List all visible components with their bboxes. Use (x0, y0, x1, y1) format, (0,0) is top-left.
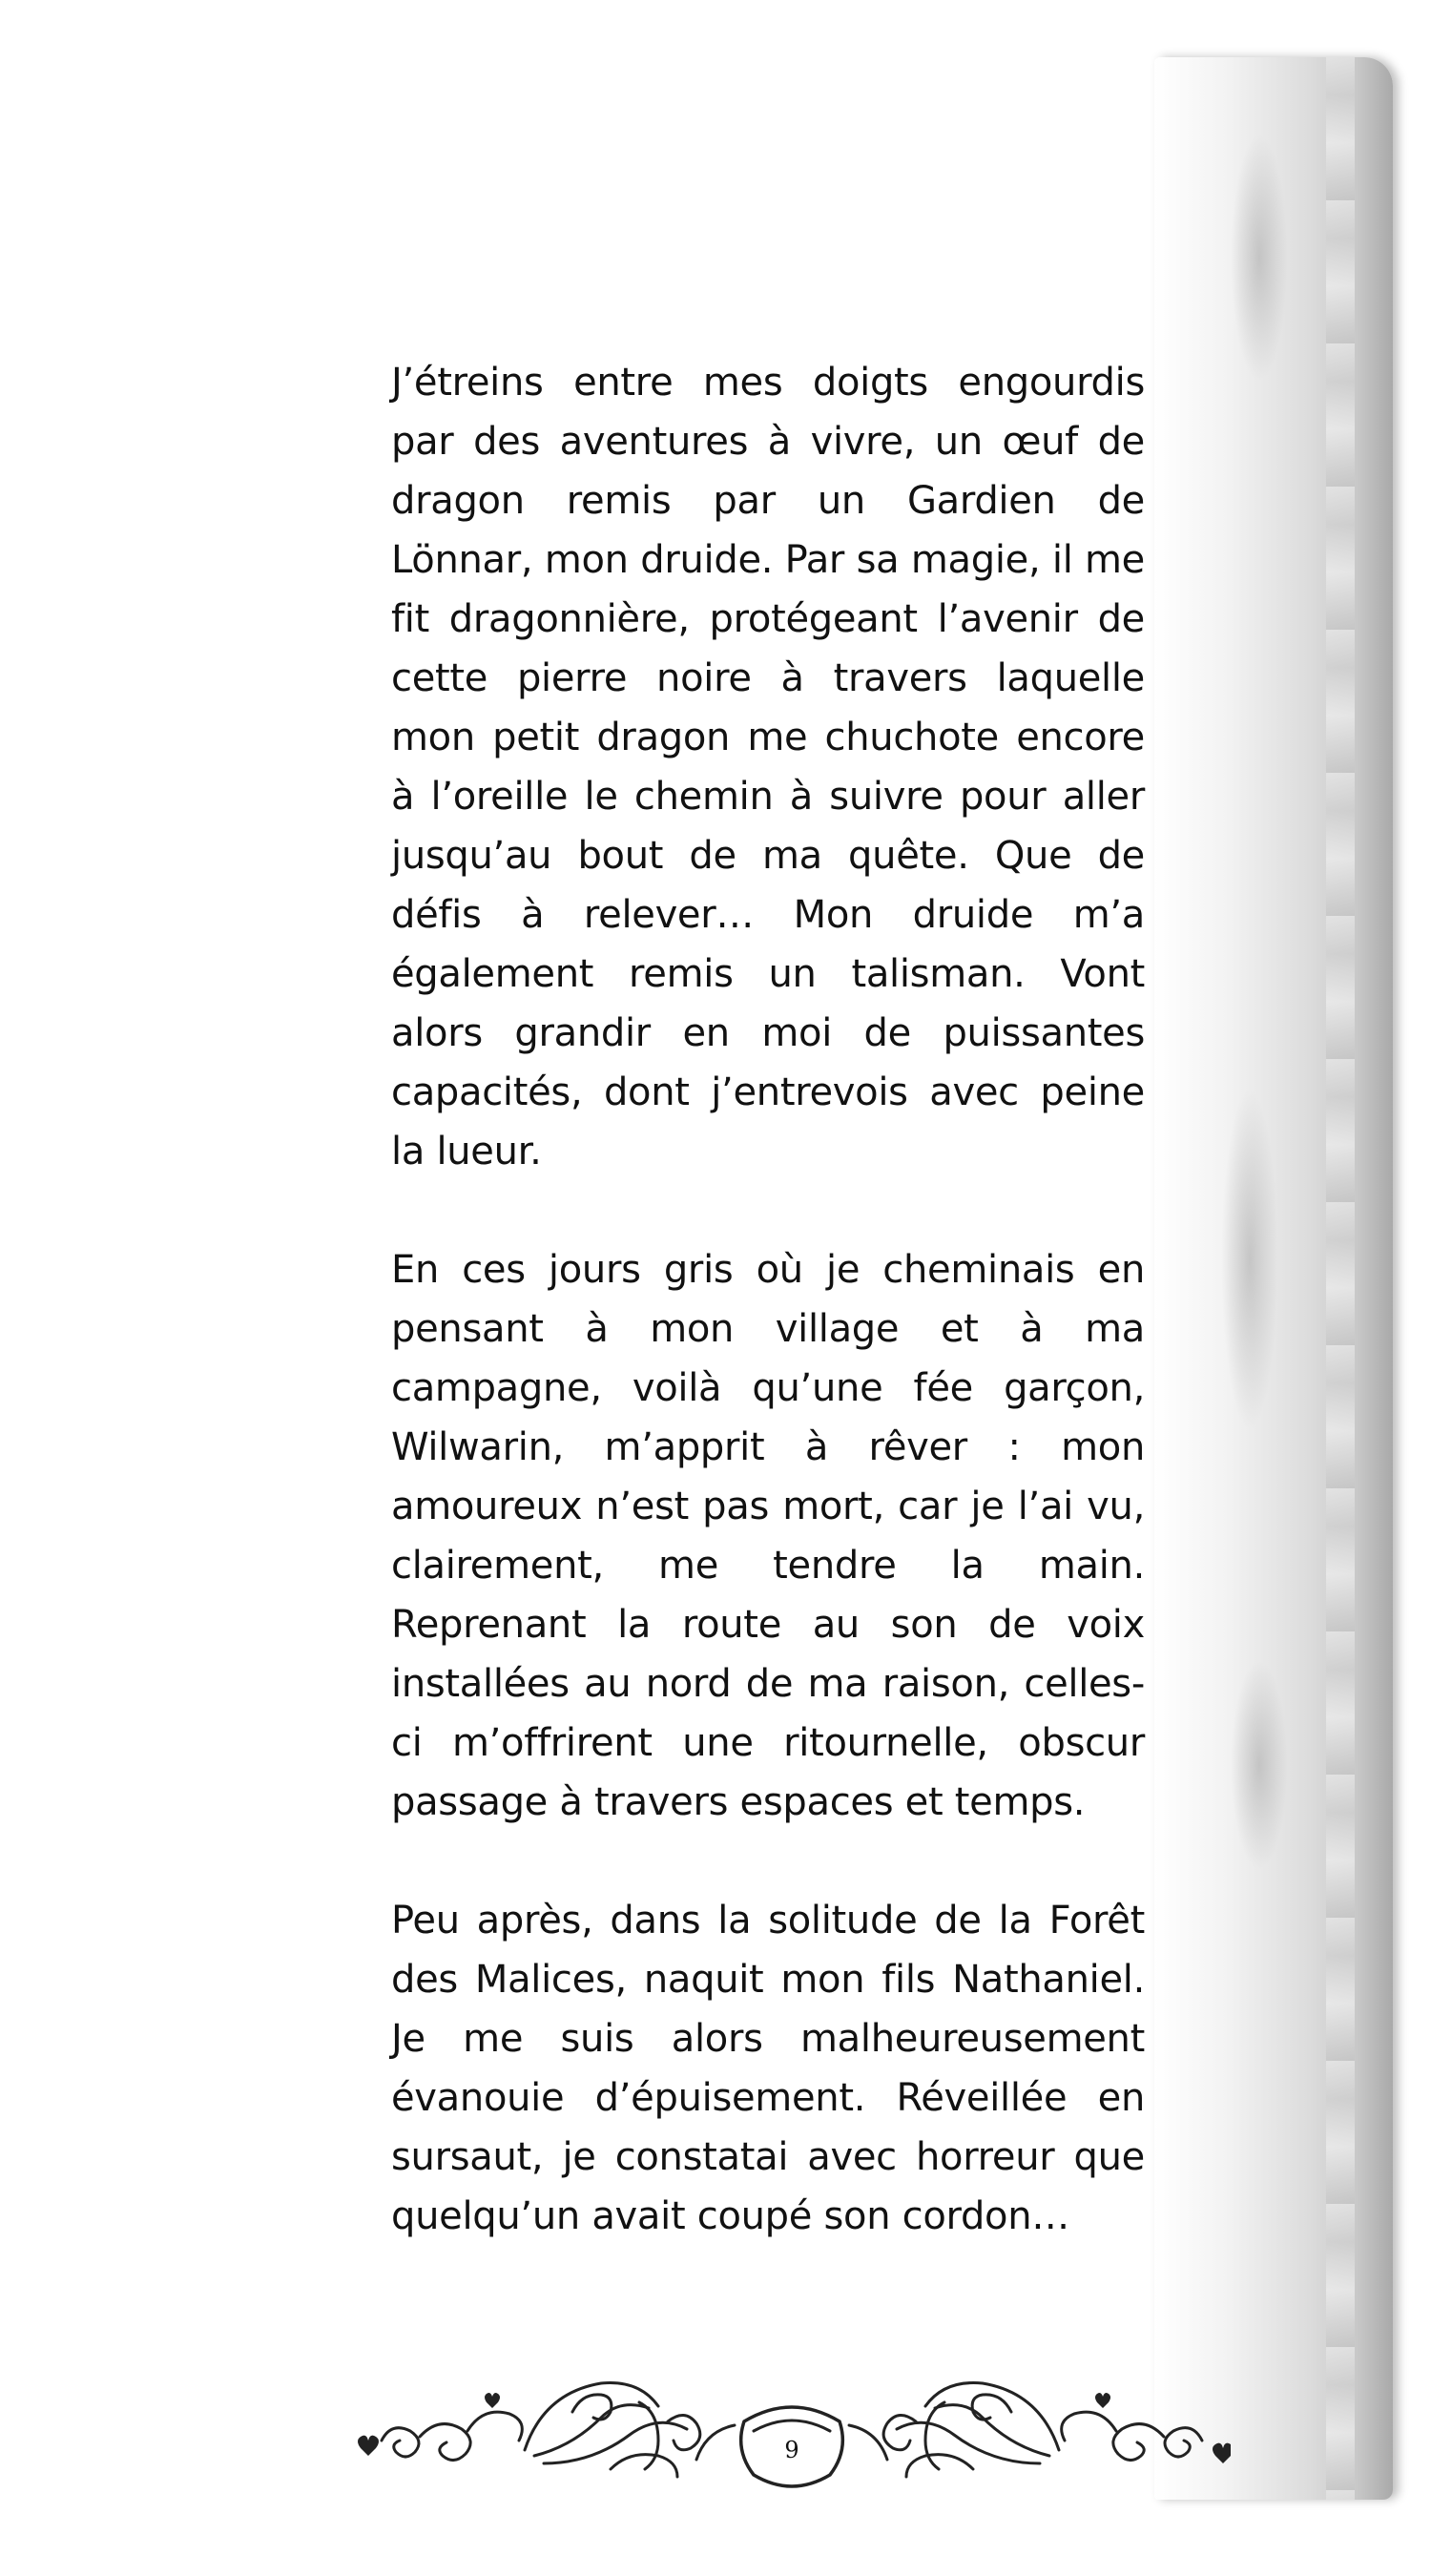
baroque-scroll-ornament-icon (353, 2364, 1231, 2498)
page-edge-smudge (1231, 1660, 1288, 1870)
paragraph-2: En ces jours gris où je cheminais en pensant à mon village et à ma campagne, voilà qu’une fée garçon, Wilwarin, m’apprit à rêver : mon amoureux n’est pas mort, car je l’ai vu, clairement, me tendre la main. Reprenant la route au son de voix installées au nord de ma raison, celles-ci m’offrirent une ritournelle, obscur passage à travers espaces et temps. (391, 1248, 1145, 1824)
heart-icon (1095, 2393, 1110, 2408)
paragraph-1: J’étreins entre mes doigts engourdis par des aventures à vivre, un œuf de dragon remis par un Gardien de Lönnar, mon druide. Par sa magie, il me fit dragonnière, protégeant l’avenir de cette pierre noire à travers laquelle mon petit dragon me chuchote encore à l’oreille le chemin à suivre pour aller jusqu’au bout de ma quête. Que de défis à relever… Mon druide m’a également remis un talisman. Vont alors grandir en moi de puissantes capacités, dont j’entrevois avec peine la lueur. (391, 361, 1145, 1174)
page-edge-smudge (1221, 1088, 1278, 1431)
body-text (391, 353, 1145, 2305)
heart-icon (485, 2393, 500, 2408)
page-edge-smudge (1231, 134, 1288, 382)
page-number: 9 (784, 2437, 799, 2463)
page-edge-texture (1326, 57, 1355, 2500)
paragraph-3: Peu après, dans la solitude de la Forêt des Malices, naquit mon fils Nathaniel. Je me suis alors malheureusement évanouie d’épuisement. Réveillée en sursaut, je constatai avec horreur que quelqu’un avait coupé son cordon… (391, 1899, 1145, 2238)
heart-icon (358, 2436, 379, 2456)
page-edge-decoration (1154, 57, 1393, 2500)
heart-icon (1213, 2443, 1231, 2463)
